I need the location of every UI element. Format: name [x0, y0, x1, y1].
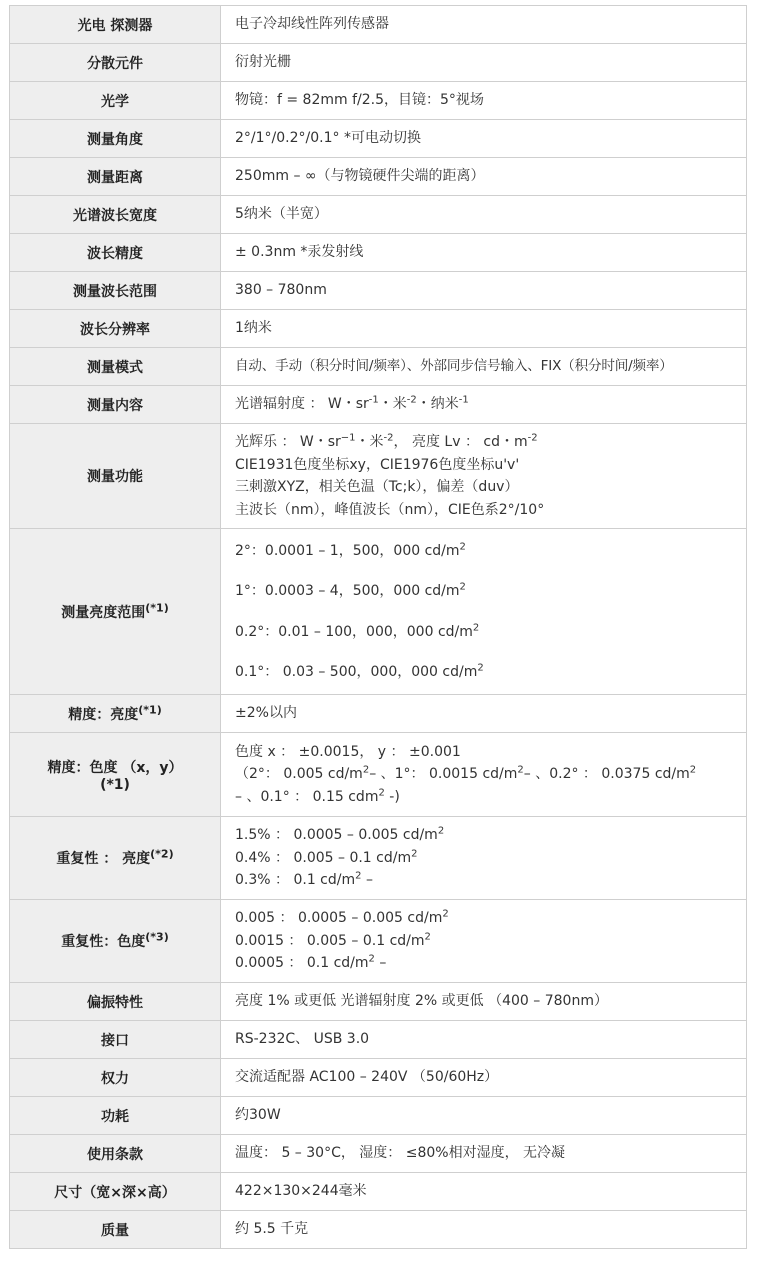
repeat-text: 0.0015 ： 0.005 – 0.1 cd/m [235, 932, 425, 949]
spec-label: 权力 [10, 1059, 221, 1097]
spec-value: RS-232C、 USB 3.0 [221, 1021, 747, 1059]
spec-row-wavelength-accuracy [10, 234, 747, 272]
repeat-text: 1.5% ： 0.0005 – 0.005 cd/m [235, 827, 438, 844]
exponent: -2 [383, 432, 394, 444]
range-text: 2°：0.0001 – 1，500，000 cd/m [235, 542, 460, 559]
spec-label: 测量角度 [10, 120, 221, 158]
range-line [235, 540, 732, 563]
spec-label: 光谱波长宽度 [10, 196, 221, 234]
spec-row-polarization [10, 983, 747, 1021]
spec-label: 尺寸（宽×深×高） [10, 1173, 221, 1211]
spec-value [221, 424, 747, 529]
spec-row-angle [10, 120, 747, 158]
function-part: ・米 [355, 434, 384, 450]
spacer [235, 643, 732, 661]
spec-label: 测量内容 [10, 386, 221, 424]
spec-value: 380 – 780nm [221, 272, 747, 310]
repeat-text: 0.3% ： 0.1 cd/m [235, 872, 356, 889]
spec-table [9, 5, 747, 1249]
spec-value: 物镜：f = 82mm f/2.5，目镜：5°视场 [221, 82, 747, 120]
function-part: ， 亮度 Lv ： cd・m [393, 434, 528, 450]
spec-label: 分散元件 [10, 44, 221, 82]
content-part: ・纳米 [416, 396, 459, 413]
spec-row-detector [10, 6, 747, 44]
spec-label [10, 733, 221, 817]
spec-row-dimensions [10, 1173, 747, 1211]
label-text: 测量亮度范围 [61, 604, 146, 621]
spec-value: 温度： 5 – 30°C， 湿度： ≤80%相对湿度， 无冷凝 [221, 1135, 747, 1173]
chroma-line: 色度 x ： ±0.0015， y ： ±0.001 [235, 743, 461, 760]
range-line [235, 621, 732, 644]
exponent: -1 [368, 394, 379, 406]
spec-label [10, 900, 221, 983]
repeat-line [235, 847, 732, 870]
spec-label: 测量模式 [10, 348, 221, 386]
chroma-part: – 、1°： 0.0015 cd/m [369, 766, 518, 783]
repeat-text: 0.005 ： 0.0005 – 0.005 cd/m [235, 910, 443, 927]
spec-row-wavelength-range [10, 272, 747, 310]
exponent: 2 [355, 870, 362, 882]
chroma-part: – 、0.2° ： 0.0375 cd/m [523, 766, 690, 783]
range-text: 0.2°：0.01 – 100，000，000 cd/m [235, 623, 473, 640]
exponent: 2 [378, 787, 385, 799]
label-text: 重复性：色度 [61, 934, 146, 950]
content-text [235, 393, 732, 416]
repeat-text: 0.0005 ： 0.1 cd/m [235, 955, 369, 972]
spec-row-resolution [10, 310, 747, 348]
spec-label [10, 817, 221, 900]
spec-label: 测量波长范围 [10, 272, 221, 310]
range-text: 0.1°： 0.03 – 500，000，000 cd/m [235, 664, 478, 680]
exponent: 2 [437, 825, 445, 837]
spec-label [10, 529, 221, 695]
chroma-line [235, 786, 732, 809]
footnote-ref: (*1) [138, 702, 162, 716]
content-part: 光谱辐射度 ： W・sr [235, 396, 369, 413]
function-line: 主波长（nm），峰值波长（nm），CIE色系2°/10° [235, 501, 545, 518]
spec-label: 使用条款 [10, 1135, 221, 1173]
spec-row-functions [10, 424, 747, 529]
spec-value: 约 5.5 千克 [221, 1211, 747, 1249]
repeat-line [235, 907, 732, 930]
spec-value [221, 348, 747, 386]
exponent: 2 [442, 908, 449, 920]
spec-row-mode [10, 348, 747, 386]
spec-row-distance [10, 158, 747, 196]
spec-value: 250mm – ∞（与物镜硬件尖端的距离） [221, 158, 747, 196]
content-part: ・米 [378, 396, 407, 413]
spec-row-power [10, 1059, 747, 1097]
spec-value: ±2%以内 [221, 695, 747, 733]
spec-value: 2°/1°/0.2°/0.1° *可电动切换 [221, 120, 747, 158]
footnote-ref: (*2) [150, 847, 174, 861]
repeat-line [235, 824, 732, 847]
chroma-line [235, 763, 732, 786]
exponent: 2 [411, 848, 418, 860]
repeat-line [235, 869, 732, 892]
spec-row-content [10, 386, 747, 424]
spec-row-dispersion [10, 44, 747, 82]
exponent: 2 [362, 764, 370, 776]
spec-label: 光电 探测器 [10, 6, 221, 44]
chroma-part: -) [384, 788, 400, 805]
spacer [235, 562, 732, 580]
spec-label: 测量距离 [10, 158, 221, 196]
label-text: 精度：色度 （x，y） [47, 759, 183, 776]
exponent: 2 [472, 621, 480, 633]
spec-label: 功耗 [10, 1097, 221, 1135]
spec-value: 电子冷却线性阵列传感器 [221, 6, 747, 44]
function-line: CIE1931色度坐标xy，CIE1976色度坐标u'v' [235, 456, 520, 473]
spec-value: 422×130×244毫米 [221, 1173, 747, 1211]
exponent: -2 [527, 432, 538, 444]
spec-value: ± 0.3nm *汞发射线 [221, 234, 747, 272]
repeat-text: 0.4% ： 0.005 – 0.1 cd/m [235, 849, 412, 866]
spec-value [221, 529, 747, 695]
spec-value: 约30W [221, 1097, 747, 1135]
repeat-tail: – [374, 955, 387, 972]
spec-value: 亮度 1% 或更低 光谱辐射度 2% 或更低 （400 – 780nm） [221, 983, 747, 1021]
spec-label: 波长分辨率 [10, 310, 221, 348]
spec-label: 测量功能 [10, 424, 221, 529]
spec-label: 偏振特性 [10, 983, 221, 1021]
exponent: 2 [368, 953, 375, 965]
spec-row-repeat-chromaticity [10, 900, 747, 983]
spec-value [221, 817, 747, 900]
spec-row-accuracy-luminance [10, 695, 747, 733]
spec-row-mass [10, 1211, 747, 1249]
spec-label: 光学 [10, 82, 221, 120]
repeat-line [235, 930, 732, 953]
range-line [235, 580, 732, 603]
exponent: -2 [406, 394, 417, 406]
exponent: −1 [340, 432, 356, 444]
footnote-ref: (*1) [145, 600, 169, 614]
function-line [235, 431, 732, 454]
range-line [235, 661, 732, 684]
label-text: 重复性 ： 亮度 [56, 851, 151, 867]
spec-row-repeat-luminance [10, 817, 747, 900]
exponent: 2 [459, 581, 466, 593]
footnote-ref: (*1) [100, 776, 130, 793]
spec-value: 衍射光栅 [221, 44, 747, 82]
exponent: 2 [477, 662, 484, 674]
spec-label: 波长精度 [10, 234, 221, 272]
spec-label: 接口 [10, 1021, 221, 1059]
spec-row-bandwidth [10, 196, 747, 234]
spec-value [221, 386, 747, 424]
spec-row-conditions [10, 1135, 747, 1173]
footnote-ref: (*3) [145, 930, 169, 944]
spec-value [221, 900, 747, 983]
spec-value: 5纳米（半宽） [221, 196, 747, 234]
spec-value: 1纳米 [221, 310, 747, 348]
repeat-line [235, 952, 732, 975]
spec-row-consumption [10, 1097, 747, 1135]
function-part: 光辉乐 ： W・sr [235, 434, 341, 450]
spec-label: 质量 [10, 1211, 221, 1249]
chroma-part: – 、0.1° ： 0.15 cdm [235, 788, 379, 805]
exponent: 2 [459, 540, 466, 552]
spec-label [10, 695, 221, 733]
spec-row-optics [10, 82, 747, 120]
mode-text: 自动、手动（积分时间/频率）、外部同步信号输入、FIX（积分时间/频率） [235, 358, 673, 375]
exponent: -1 [458, 394, 469, 406]
spec-row-accuracy-chromaticity [10, 733, 747, 817]
chroma-part: （2°： 0.005 cd/m [235, 766, 363, 783]
exponent: 2 [517, 764, 524, 776]
exponent: 2 [689, 764, 697, 776]
repeat-tail: – [361, 872, 373, 889]
spec-row-interface [10, 1021, 747, 1059]
range-text: 1°：0.0003 – 4，500，000 cd/m [235, 583, 460, 599]
label-text: 精度：亮度 [68, 706, 139, 723]
spacer [235, 603, 732, 621]
spec-row-luminance-range [10, 529, 747, 695]
exponent: 2 [424, 931, 431, 943]
spec-value [221, 733, 747, 817]
spec-value: 交流适配器 AC100 – 240V （50/60Hz） [221, 1059, 747, 1097]
function-line: 三刺激XYZ，相关色温（Tc;k），偏差（duv） [235, 479, 519, 495]
